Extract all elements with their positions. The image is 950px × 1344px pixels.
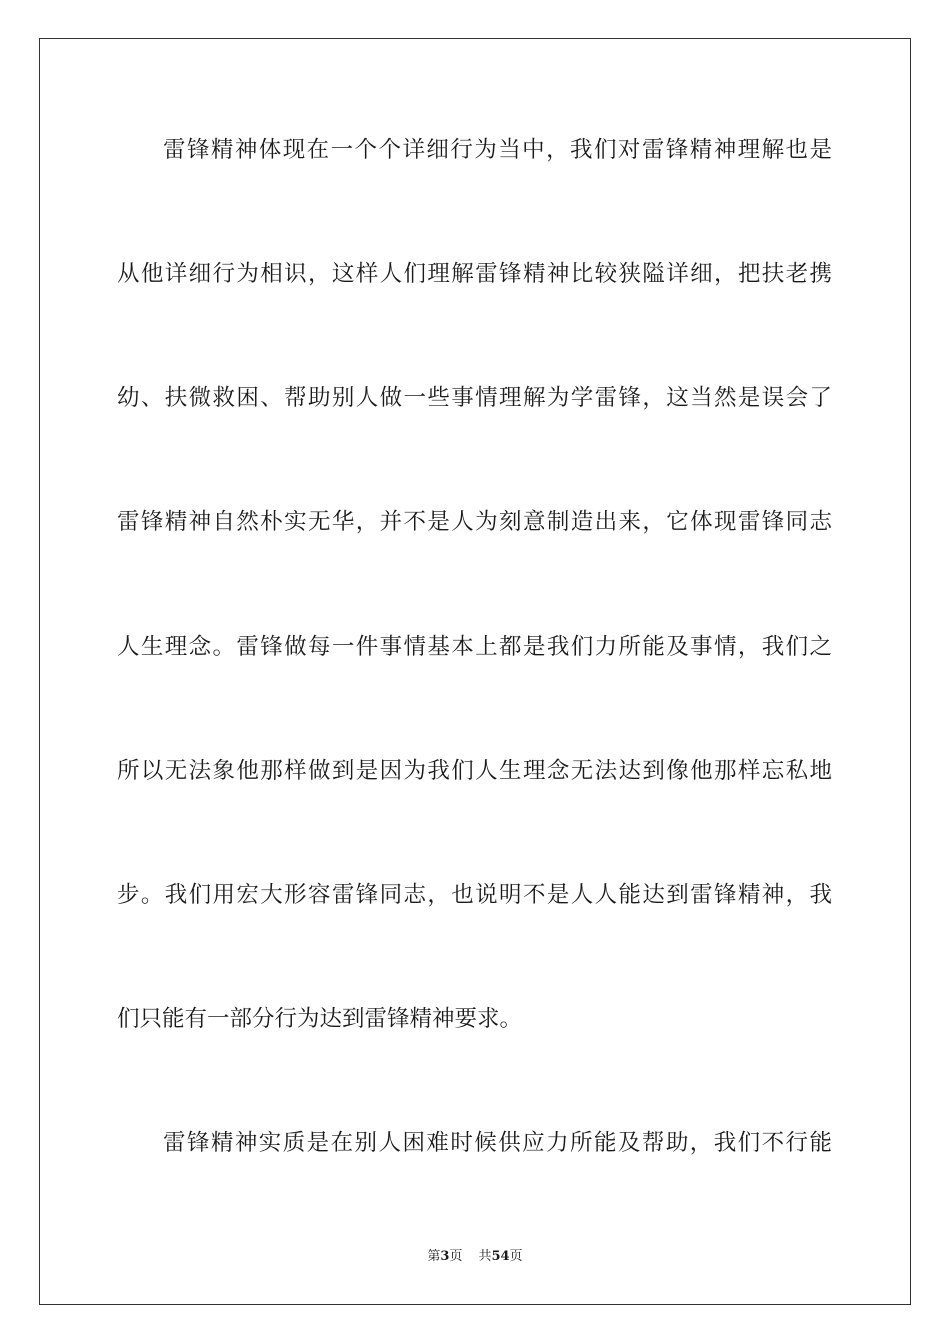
paragraph-1-line-7: 步。我们用宏大形容雷锋同志，也说明不是人人能达到雷锋精神，我: [117, 882, 832, 908]
paragraph-2-line-1: 雷锋精神实质是在别人困难时候供应力所能及帮助，我们不行能: [163, 1130, 832, 1156]
page-footer: [0, 1248, 950, 1266]
paragraph-1-line-8: 们只能有一部分行为达到雷锋精神要求。: [117, 1006, 523, 1032]
paragraph-1-line-3: 幼、扶微救困、帮助别人做一些事情理解为学雷锋，这当然是误会了: [117, 385, 832, 411]
total-suffix: 页: [509, 1249, 523, 1264]
total-pages: 54: [491, 1249, 510, 1264]
paragraph-1-line-4: 雷锋精神自然朴实无华，并不是人为刻意制造出来，它体现雷锋同志: [117, 509, 832, 535]
paragraph-1-line-1: 雷锋精神体现在一个个详细行为当中，我们对雷锋精神理解也是: [163, 137, 832, 163]
paragraph-1-line-2: 从他详细行为相识，这样人们理解雷锋精神比较狭隘详细，把扶老携: [117, 261, 832, 287]
total-prefix: 共: [478, 1249, 492, 1264]
page-border: [39, 38, 911, 1305]
paragraph-1-line-6: 所以无法象他那样做到是因为我们人生理念无法达到像他那样忘私地: [117, 758, 832, 784]
page-number: 3: [440, 1249, 450, 1264]
page-prefix: 第: [427, 1249, 441, 1264]
page-suffix: 页: [449, 1249, 463, 1264]
paragraph-1-line-5: 人生理念。雷锋做每一件事情基本上都是我们力所能及事情，我们之: [117, 634, 832, 660]
